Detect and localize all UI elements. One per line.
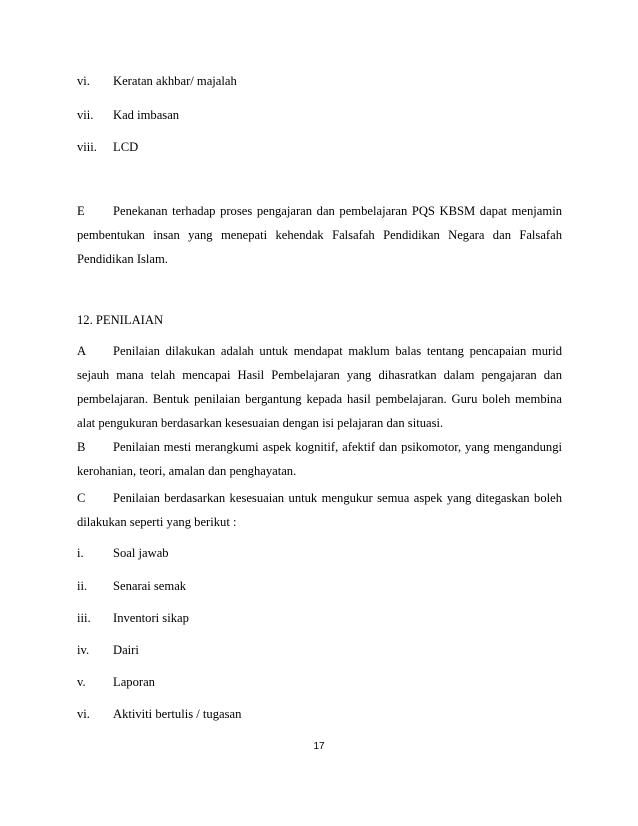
list-item-number: iii.: [77, 611, 91, 625]
paragraph-text: Penekanan terhadap proses pengajaran dan pembelajaran PQS KBSM dapat menjamin pembentukan insan yang menepati kehendak Falsafah Pendidikan Negara dan Falsafah Pendidikan Islam.: [77, 204, 562, 266]
paragraph-label: B: [77, 440, 86, 454]
list-item-text: Aktiviti bertulis / tugasan: [113, 707, 242, 721]
list-item-text: Soal jawab: [113, 546, 169, 560]
list-item-number: vii.: [77, 108, 94, 122]
list-item-text: Keratan akhbar/ majalah: [113, 74, 237, 88]
list-item-number: v.: [77, 675, 86, 689]
paragraph-b: [77, 435, 562, 483]
paragraph-label: A: [77, 344, 87, 358]
list-item-text: Senarai semak: [113, 579, 187, 593]
list-item-number: viii.: [77, 140, 97, 154]
list-item-number: vi.: [77, 707, 90, 721]
paragraph-e: [77, 199, 562, 271]
list-item-number: iv.: [77, 643, 90, 657]
list-item-text: Dairi: [113, 643, 139, 657]
list-item-text: Laporan: [113, 675, 155, 689]
paragraph-a: [77, 339, 562, 435]
list-item-text: Kad imbasan: [113, 108, 180, 122]
list-item-number: vi.: [77, 74, 90, 88]
paragraph-c: [77, 486, 562, 534]
list-item-text: Inventori sikap: [113, 611, 189, 625]
paragraph-label: E: [77, 204, 85, 218]
paragraph-text: Penilaian mesti merangkumi aspek kognitif, afektif dan psikomotor, yang mengandungi kerohanian, teori, amalan dan penghayatan.: [77, 440, 562, 478]
list-item-number: ii.: [77, 579, 88, 593]
list-item-number: i.: [77, 546, 84, 560]
section-heading: 12. PENILAIAN: [77, 313, 164, 327]
paragraph-label: C: [77, 491, 86, 505]
paragraph-text: Penilaian berdasarkan kesesuaian untuk mengukur semua aspek yang ditegaskan boleh dilakukan seperti yang berikut :: [77, 491, 562, 529]
paragraph-text: Penilaian dilakukan adalah untuk mendapat maklum balas tentang pencapaian murid sejauh mana telah mencapai Hasil Pembelajaran yang dihasratkan dalam pengajaran dan pembelajaran. Bentuk penilaian bergantung kepada hasil pembelajaran. Guru boleh membina alat pengukuran berdasarkan kesesuaian dengan isi pelajaran dan situasi.: [77, 344, 562, 430]
list-item-text: LCD: [113, 140, 139, 154]
page-number: 17: [313, 741, 325, 752]
